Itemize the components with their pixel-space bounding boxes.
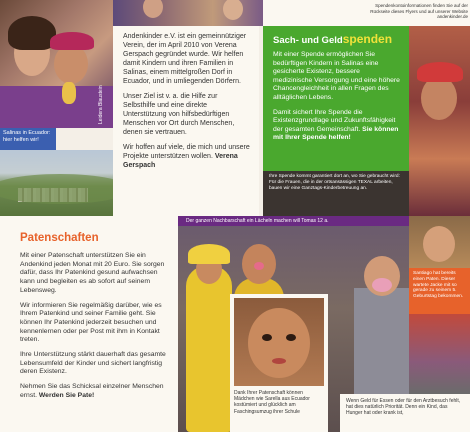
patenschaften-paragraph-2: Wir informieren Sie regelmäßig darüber, wie es Ihrem Patenkind und seiner Familie geht. Sie können Ihr Patenkind jederzeit besuchen und kennenlernen oder per Post mit ihm in Kontakt treten. xyxy=(20,301,162,344)
spenden-heading xyxy=(273,32,401,46)
intro-paragraph-3 xyxy=(123,143,251,170)
salinas-caption-line2: hier helfen wir! xyxy=(3,136,39,143)
spenden-paragraph-2-plain: Damit sichert Ihre Spende die Existenzgrundlage und Zukunftsfähigkeit der gesamten Gemeinschaft. xyxy=(273,108,396,133)
yellow-costume-hood xyxy=(188,244,230,264)
intro-text-block xyxy=(113,26,259,216)
face-child xyxy=(54,44,88,84)
bottom-caption-right-box xyxy=(340,394,470,432)
right-caption: Santiago hat bereits einen Paten. Dieser wartete Jacke mit so gerade zu seinem 5. Geburtstag bekommen. xyxy=(413,271,464,300)
hair-woman xyxy=(8,16,56,50)
face-top-2 xyxy=(223,0,243,20)
hat-right-edge xyxy=(417,62,463,82)
patenschaften-heading: Patenschaften xyxy=(20,232,99,244)
hat-child xyxy=(50,32,94,50)
right-child-mask xyxy=(372,278,392,292)
photo-top-strip xyxy=(113,0,263,26)
intro-paragraph-2: Unser Ziel ist v. a. die Hilfe zur Selbsthilfe und eine direkte Unterstützung von hilfsbedürftigen Menschen vor Ort durch Menschen, denen sie vertrauen. xyxy=(123,93,235,136)
top-right-note-area xyxy=(263,0,470,26)
photo-right-lower xyxy=(409,314,470,394)
spenden-paragraph-2 xyxy=(273,109,401,143)
spenden-heading-highlight: spenden xyxy=(342,32,393,46)
photo-right-edge xyxy=(409,26,470,216)
salinas-caption-line1: Salinas in Ecuador: xyxy=(3,130,51,136)
intro-paragraph-3-text: Wir hoffen auf viele, die mich und unsere Projekte unterstützen wollen. xyxy=(123,144,250,160)
bottom-caption-mid: Dank Ihrer Patenschaft können Mädchen wie Sarella aus Ecuador kostümiert und glücklich am Faschingsumzug ihrer Schule xyxy=(234,390,310,415)
spenden-footnote-box xyxy=(263,171,409,216)
face-right-edge xyxy=(421,76,457,120)
patenschaften-block xyxy=(0,216,178,432)
portrait-eye-right xyxy=(286,334,296,341)
food-item xyxy=(62,82,76,104)
vertical-photo-caption: Leidera Blaustein xyxy=(98,85,104,124)
mid-strip-caption: Der ganzen Nachbarschaft ein Lächeln machen will Tomas 12 a. xyxy=(186,218,329,224)
spenden-heading-pre: Sach- und Geld xyxy=(273,35,343,46)
patenschaften-paragraph-4-plain: Nehmen Sie das Schicksal einzelner Menschen ernst. xyxy=(20,383,164,399)
intro-signature: Verena Gerspach xyxy=(123,153,238,169)
patenschaften-paragraph-4 xyxy=(20,383,168,400)
top-right-note: Spendenkontoinformationen finden Sie auf der Rückseite dieses Flyers und auf unserer Website andenkinder.de xyxy=(370,3,468,19)
patenschaften-paragraph-1: Mit einer Patenschaft unterstützen Sie ein Andenkind jeden Monat mit 20 Euro. Sie sorgen dafür, dass Ihr Patenkind gesund aufwachsen kann und begleiten es ab sofort auf seinem Lebensweg. xyxy=(20,252,165,294)
bottom-caption-right: Wenn Geld für Essen oder für den Arztbesuch fehlt, hat dies natürlich Priorität. Denn ein Kind, das Hunger hat oder krank ist, xyxy=(346,398,461,417)
mid-strip xyxy=(178,216,410,226)
spenden-paragraph-1: Mit einer Spende ermöglichen Sie bedürftigen Kindern in Salinas eine gesicherte Existenz, bessere medizinische Versorgung und eine höhere Chancengleichheit in allen Fragen des alltäglichen Lebens. xyxy=(273,51,400,101)
spenden-paragraph-2-bold: Sie können mit Ihrer Spende helfen! xyxy=(273,125,399,142)
photo-woman-child xyxy=(0,0,113,128)
face-top-1 xyxy=(143,0,163,18)
spenden-box xyxy=(263,26,409,171)
photo-portrait-girl xyxy=(234,298,324,386)
portrait-lips xyxy=(272,358,286,364)
pink-nose xyxy=(254,262,264,270)
portrait-card xyxy=(230,294,328,432)
portrait-eye-left xyxy=(262,334,272,341)
right-bottom-face xyxy=(423,226,455,262)
portrait-face xyxy=(248,308,310,378)
intro-paragraph-1: Andenkinder e.V. ist ein gemeinnütziger Verein, der im April 2010 von Verena Gerspach gegründet wurde. Wir helfen damit Kindern und ihren Familien in Salinas, einem mittelgroßen Dorf in Ecuador, und in umliegenden Dörfern. xyxy=(123,33,247,85)
photo-right-bottom xyxy=(409,216,470,268)
hill xyxy=(0,174,113,204)
clothing xyxy=(0,86,113,128)
spenden-footnote: Ihre Spende kommt garantiert dort an, wo Sie gebraucht wird: Für die Frauen, die in der ortsansässigen TEXAL arbeiten, bauen wir eine Ganztags-Kinderbetreuung an. xyxy=(269,174,400,191)
yellow-costume-body xyxy=(186,266,232,432)
patenschaften-paragraph-4-bold: Werden Sie Pate! xyxy=(38,391,95,399)
right-caption-box xyxy=(409,268,470,314)
photo-village xyxy=(0,150,113,216)
patenschaften-paragraph-3: Ihre Unterstützung stärkt dauerhaft das gesamte Lebensumfeld der Kinder und sichert langfristig deren Existenz. xyxy=(20,351,166,376)
salinas-caption xyxy=(0,128,56,150)
